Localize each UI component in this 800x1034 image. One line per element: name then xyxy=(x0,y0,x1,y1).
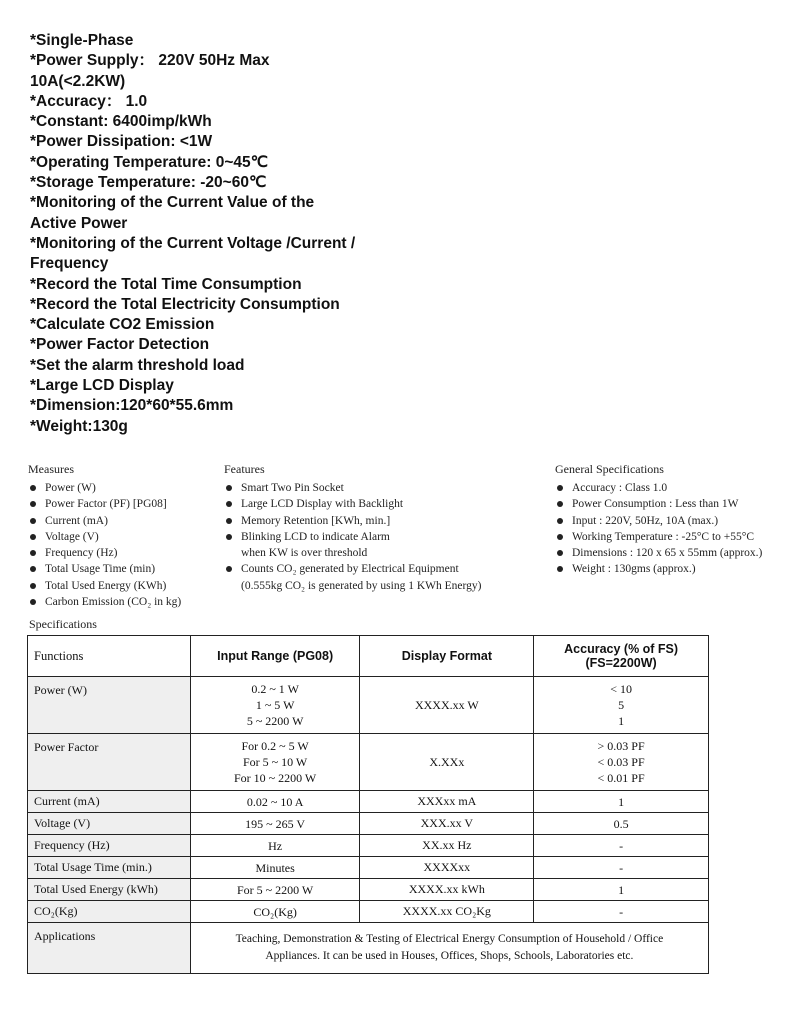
bullet-icon xyxy=(557,485,563,491)
general-spec-label: Input : 220V, 50Hz, 10A (max.) xyxy=(572,514,719,527)
header-input-range: Input Range (PG08) xyxy=(190,636,360,677)
header-accuracy-line2: (FS=2200W) xyxy=(585,656,657,670)
bullet-icon xyxy=(30,583,36,589)
accuracy-cell xyxy=(534,901,709,923)
accuracy-cell xyxy=(534,857,709,879)
function-cell: Total Used Energy (kWh) xyxy=(28,879,191,901)
general-spec-label: Weight : 130gms (approx.) xyxy=(572,563,696,576)
measure-item xyxy=(28,561,181,577)
features-list xyxy=(224,480,481,594)
specifications-title: Specifications xyxy=(29,617,97,631)
measure-item xyxy=(28,578,181,594)
measure-label: Power Factor (PF) [PG08] xyxy=(45,498,167,511)
applications-text xyxy=(190,923,708,974)
input-range-cell xyxy=(190,677,360,734)
input-range-line: Hz xyxy=(268,838,283,853)
measure-label: Carbon Emission (CO₂ in kg) xyxy=(45,596,182,609)
feature-item-line: Large LCD Display with Backlight xyxy=(241,498,404,511)
feature-item xyxy=(224,496,481,512)
bullet-icon xyxy=(226,518,232,524)
general-specs-list xyxy=(555,480,762,578)
measure-label: Voltage (V) xyxy=(45,530,99,543)
measure-label: Frequency (Hz) xyxy=(45,547,118,560)
applications-row xyxy=(28,923,709,974)
accuracy-line: < 0.01 PF xyxy=(597,771,645,785)
input-range-cell xyxy=(190,879,360,901)
feature-line: 10A(<2.2KW) xyxy=(30,72,126,90)
input-range-line: CO₂(Kg) xyxy=(253,904,297,919)
input-range-line: For 5 ~ 10 W xyxy=(242,755,308,769)
header-accuracy xyxy=(534,636,709,677)
input-range-cell xyxy=(190,857,360,879)
bullet-icon xyxy=(557,518,563,524)
display-format-cell: XXXXxx xyxy=(360,857,534,879)
accuracy-line: < 0.03 PF xyxy=(597,755,645,769)
features-title: Features xyxy=(224,462,265,476)
specifications-table-body xyxy=(28,677,709,923)
feature-item xyxy=(224,513,481,529)
function-cell: Power Factor xyxy=(28,734,191,791)
applications-line2: Appliances. It can be used in Houses, Offices, Shops, Schools, Laboratories etc. xyxy=(265,950,634,962)
input-range-line: 0.2 ~ 1 W xyxy=(251,682,299,696)
bullet-icon xyxy=(226,485,232,491)
general-spec-item xyxy=(555,496,762,512)
summary-columns xyxy=(28,462,790,612)
input-range-line: For 5 ~ 2200 W xyxy=(236,882,314,897)
feature-line: *Power Dissipation: <1W xyxy=(30,133,213,151)
bullet-icon xyxy=(557,534,563,540)
function-cell: Frequency (Hz) xyxy=(28,835,191,857)
bullet-icon xyxy=(226,566,232,572)
bullet-icon xyxy=(557,566,563,572)
general-spec-item xyxy=(555,529,762,545)
general-spec-item xyxy=(555,480,762,496)
accuracy-cell xyxy=(534,734,709,791)
table-row xyxy=(28,857,709,879)
accuracy-cell xyxy=(534,879,709,901)
feature-item-line: (0.555kg CO₂ is generated by using 1 KWh Energy) xyxy=(241,579,482,592)
feature-line: *Storage Temperature: -20~60℃ xyxy=(30,174,267,192)
feature-line: Active Power xyxy=(30,214,128,232)
general-spec-label: Dimensions : 120 x 65 x 55mm (approx.) xyxy=(572,547,763,560)
feature-item-line: Smart Two Pin Socket xyxy=(241,482,344,494)
accuracy-cell xyxy=(534,835,709,857)
table-row xyxy=(28,813,709,835)
measure-label: Total Used Energy (KWh) xyxy=(45,579,167,592)
general-spec-label: Power Consumption : Less than 1W xyxy=(572,498,739,511)
measure-item xyxy=(28,594,181,610)
applications-label: Applications xyxy=(28,923,191,974)
accuracy-line: 1 xyxy=(618,882,625,897)
specifications-table xyxy=(27,635,709,974)
display-format-cell: XXXX.xx kWh xyxy=(360,879,534,901)
general-spec-item xyxy=(555,513,762,529)
feature-line: *Weight:130g xyxy=(30,417,128,435)
function-cell: CO₂(Kg) xyxy=(28,901,191,923)
accuracy-line: 1 xyxy=(618,714,625,728)
measure-item xyxy=(28,513,181,529)
bullet-icon xyxy=(557,501,563,507)
accuracy-cell xyxy=(534,791,709,813)
accuracy-line: 5 xyxy=(618,698,625,712)
bullet-icon xyxy=(30,566,36,572)
feature-line: *Monitoring of the Current Value of the xyxy=(30,194,315,212)
measure-item xyxy=(28,545,181,561)
accuracy-line: 0.5 xyxy=(613,816,629,831)
accuracy-line: - xyxy=(619,838,624,853)
input-range-cell xyxy=(190,813,360,835)
input-range-line: For 10 ~ 2200 W xyxy=(233,771,317,785)
input-range-line: 5 ~ 2200 W xyxy=(246,714,304,728)
accuracy-line: < 10 xyxy=(610,682,632,696)
display-format-cell: X.XXx xyxy=(360,734,534,791)
table-row xyxy=(28,879,709,901)
accuracy-cell xyxy=(534,813,709,835)
feature-line: *Dimension:120*60*55.6mm xyxy=(30,397,234,415)
general-specs-column xyxy=(555,462,762,578)
table-row xyxy=(28,791,709,813)
header-functions: Functions xyxy=(28,636,191,677)
applications-line1: Teaching, Demonstration & Testing of Electrical Energy Consumption of Household / Office xyxy=(235,933,664,945)
general-spec-label: Working Temperature : -25°C to +55°C xyxy=(572,530,755,543)
feature-line: *Record the Total Time Consumption xyxy=(30,275,302,293)
accuracy-line: > 0.03 PF xyxy=(597,739,645,753)
general-spec-label: Accuracy : Class 1.0 xyxy=(572,482,668,494)
bullet-icon xyxy=(30,501,36,507)
feature-line: *Constant: 6400imp/kWh xyxy=(30,113,212,131)
measure-label: Total Usage Time (min) xyxy=(45,563,156,576)
table-row xyxy=(28,835,709,857)
feature-item-line: Memory Retention [KWh, min.] xyxy=(241,514,391,527)
table-row xyxy=(28,734,709,791)
measure-item xyxy=(28,480,181,496)
feature-line: *Power Factor Detection xyxy=(30,336,210,354)
bullet-icon xyxy=(30,599,36,605)
feature-line: *Accuracy： 1.0 xyxy=(30,92,148,110)
feature-line: *Calculate CO2 Emission xyxy=(30,316,215,334)
measures-list xyxy=(28,480,181,610)
measure-label: Power (W) xyxy=(45,482,96,494)
bullet-icon xyxy=(226,501,232,507)
general-spec-item xyxy=(555,545,762,561)
general-spec-item xyxy=(555,561,762,577)
input-range-line: Minutes xyxy=(255,860,295,875)
display-format-cell: XXXX.xx CO₂Kg xyxy=(360,901,534,923)
header-accuracy-line1: Accuracy (% of FS) xyxy=(564,642,679,656)
accuracy-line: - xyxy=(619,860,624,875)
feature-line: *Record the Total Electricity Consumption xyxy=(30,295,340,313)
bullet-icon xyxy=(226,534,232,540)
input-range-cell xyxy=(190,901,360,923)
table-row xyxy=(28,677,709,734)
bullet-icon xyxy=(30,518,36,524)
input-range-cell xyxy=(190,835,360,857)
feature-line: *Large LCD Display xyxy=(30,377,174,395)
input-range-line: 0.02 ~ 10 A xyxy=(246,794,304,809)
display-format-cell: XXXxx mA xyxy=(360,791,534,813)
feature-list xyxy=(30,31,430,437)
measures-column xyxy=(28,462,181,610)
bullet-icon xyxy=(30,534,36,540)
measures-title: Measures xyxy=(28,462,74,476)
input-range-line: For 0.2 ~ 5 W xyxy=(241,739,309,753)
table-header-row xyxy=(28,636,709,677)
accuracy-line: 1 xyxy=(618,794,625,809)
accuracy-line: - xyxy=(619,904,624,919)
measure-item xyxy=(28,529,181,545)
measure-label: Current (mA) xyxy=(45,514,108,527)
feature-line: *Set the alarm threshold load xyxy=(30,356,245,374)
feature-line: *Power Supply： 220V 50Hz Max xyxy=(30,52,270,70)
function-cell: Voltage (V) xyxy=(28,813,191,835)
feature-line: Frequency xyxy=(30,255,109,273)
feature-item-line: Counts CO₂ generated by Electrical Equipment xyxy=(241,563,459,576)
features-column xyxy=(224,462,481,594)
feature-item xyxy=(224,480,481,496)
input-range-cell xyxy=(190,734,360,791)
feature-line: *Single-Phase xyxy=(30,32,134,49)
feature-line: *Operating Temperature: 0~45℃ xyxy=(30,153,269,171)
feature-item-line: when KW is over threshold xyxy=(241,547,368,560)
display-format-cell: XXXX.xx W xyxy=(360,677,534,734)
bullet-icon xyxy=(557,550,563,556)
display-format-cell: XXX.xx V xyxy=(360,813,534,835)
accuracy-cell xyxy=(534,677,709,734)
table-row xyxy=(28,901,709,923)
display-format-cell: XX.xx Hz xyxy=(360,835,534,857)
feature-item xyxy=(224,529,481,562)
input-range-line: 1 ~ 5 W xyxy=(255,698,295,712)
input-range-cell xyxy=(190,791,360,813)
feature-item-line: Blinking LCD to indicate Alarm xyxy=(241,530,390,543)
feature-line: *Monitoring of the Current Voltage /Current / xyxy=(30,234,356,252)
bullet-icon xyxy=(30,485,36,491)
function-cell: Power (W) xyxy=(28,677,191,734)
function-cell: Current (mA) xyxy=(28,791,191,813)
function-cell: Total Usage Time (min.) xyxy=(28,857,191,879)
input-range-line: 195 ~ 265 V xyxy=(245,816,306,831)
header-display-format: Display Format xyxy=(360,636,534,677)
general-specs-title: General Specifications xyxy=(555,462,664,476)
measure-item xyxy=(28,496,181,512)
bullet-icon xyxy=(30,550,36,556)
feature-item xyxy=(224,561,481,594)
